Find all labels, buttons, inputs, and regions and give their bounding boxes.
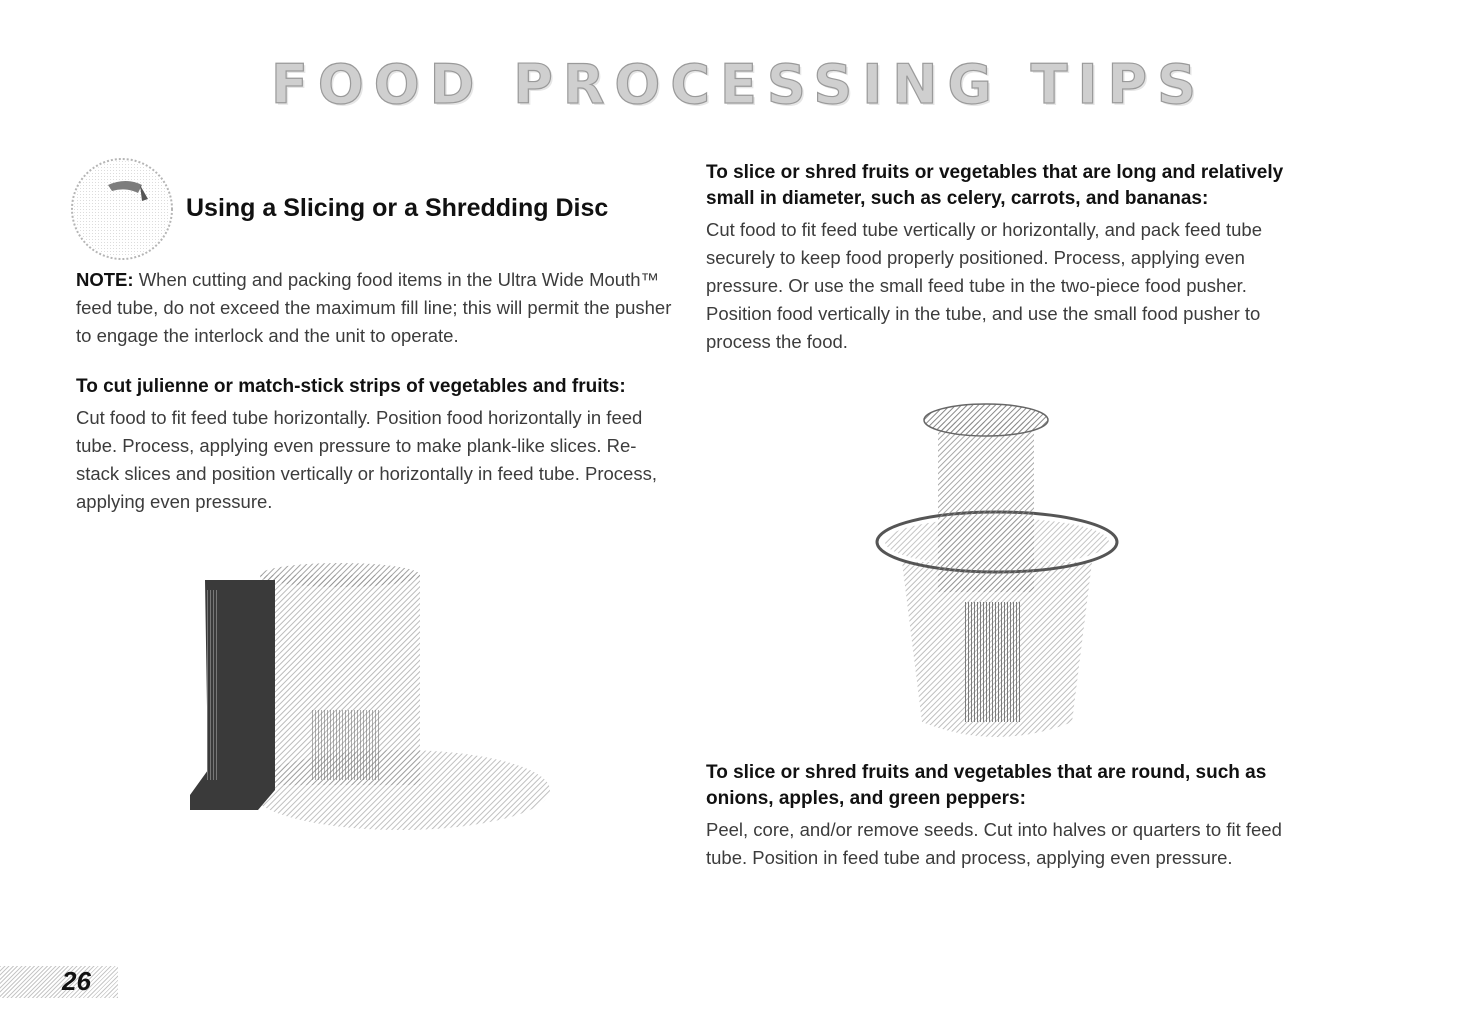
- julienne-heading: To cut julienne or match-stick strips of vegetables and fruits:: [76, 376, 626, 397]
- round-food-section: [706, 760, 1306, 872]
- note-paragraph: [76, 266, 676, 350]
- page-number: 26: [62, 966, 91, 996]
- round-food-text: Peel, core, and/or remove seeds. Cut into halves or quarters to fit feed tube. Position in feed tube and process, applying even pressure.: [706, 819, 1282, 868]
- page-number-tab: [0, 966, 118, 998]
- julienne-text: Cut food to fit feed tube horizontally. Position food horizontally in feed tube. Process, applying even pressure to make plank-like slices. Re-stack slices and position vertically or horizontally in feed tube. Process, applying even pressure.: [76, 407, 657, 512]
- page-title: FOOD PROCESSING TIPS: [270, 53, 1207, 116]
- section-heading: Using a Slicing or a Shredding Disc: [186, 194, 609, 222]
- food-processor-work-bowl-illustration: [180, 560, 550, 840]
- long-food-text: Cut food to fit feed tube vertically or horizontally, and pack feed tube securely to keep food properly positioned. Process, applying even pressure. Or use the small feed tube in the two-piece food pusher. Position food vertically in the tube, and use the small food pusher to process the food.: [706, 219, 1263, 352]
- long-food-heading: To slice or shred fruits or vegetables that are long and relatively small in diameter, such as celery, carrots, and bananas:: [706, 162, 1284, 209]
- note-label: NOTE:: [76, 269, 134, 290]
- note-text: When cutting and packing food items in the Ultra Wide Mouth™ feed tube, do not exceed the maximum fill line; this will permit the pusher to engage the interlock and the unit to operate.: [76, 269, 672, 346]
- round-food-heading: To slice or shred fruits and vegetables that are round, such as onions, apples, and green peppers:: [706, 762, 1267, 809]
- long-food-section: [706, 160, 1306, 356]
- julienne-section: [76, 374, 676, 516]
- feed-tube-pusher-illustration: [872, 392, 1122, 752]
- shredding-disc-icon: [68, 155, 176, 263]
